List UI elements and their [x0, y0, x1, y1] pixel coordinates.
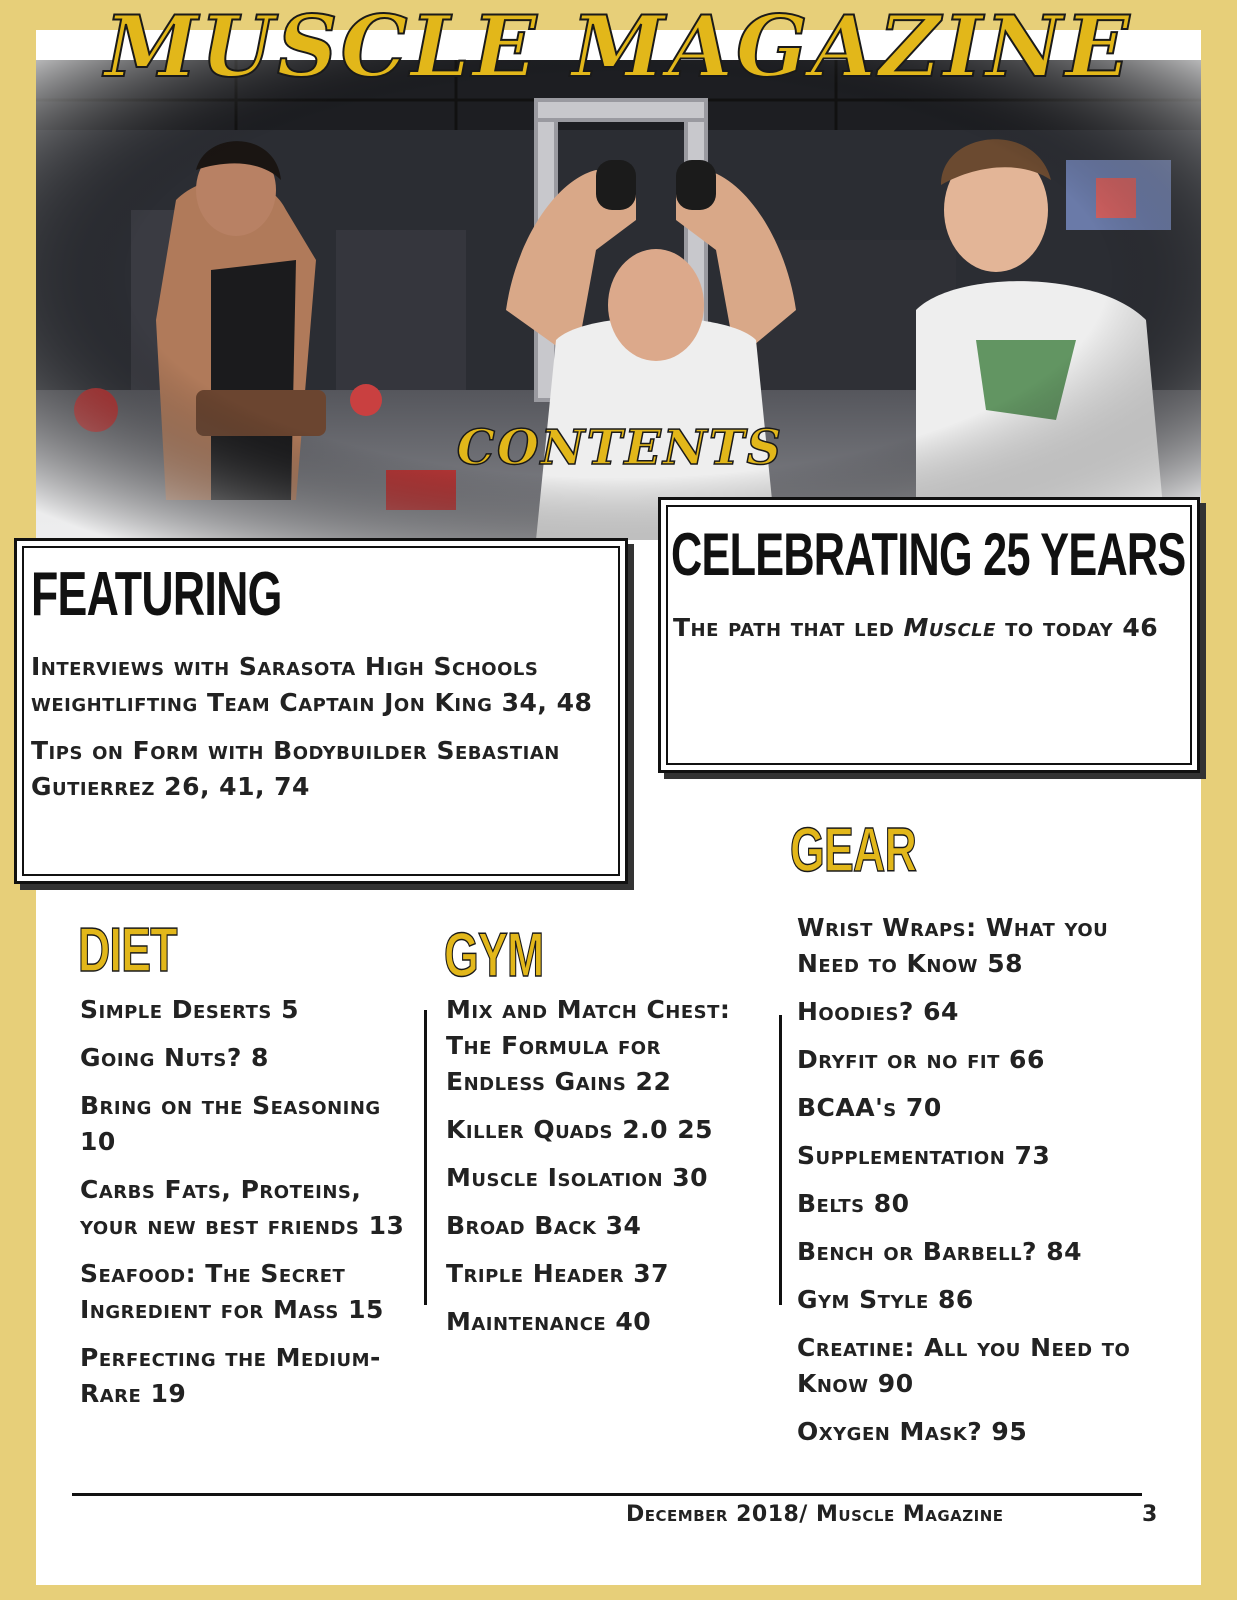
diet-item[interactable]: Bring on the Seasoning 10 [80, 1091, 381, 1156]
gear-item[interactable]: Bench or Barbell? 84 [797, 1237, 1083, 1266]
celebrating-text[interactable] [673, 610, 1173, 646]
gear-item[interactable]: BCAA's 70 [797, 1093, 942, 1122]
column-divider [424, 1010, 427, 1305]
gym-item[interactable]: Broad Back 34 [446, 1211, 642, 1240]
gear-item[interactable]: Wrist Wraps: What you Need to Know 58 [797, 913, 1109, 978]
celebrating-heading: CELEBRATING 25 YEARS [671, 521, 1186, 588]
footer-text: December 2018/ Muscle Magazine [626, 1502, 1004, 1527]
gear-item[interactable]: Dryfit or no fit 66 [797, 1045, 1045, 1074]
gear-item[interactable]: Oxygen Mask? 95 [797, 1417, 1028, 1446]
celebrating-text-before: The path that led [673, 613, 904, 642]
diet-item[interactable]: Seafood: The Secret Ingredient for Mass 15 [80, 1259, 384, 1324]
column-divider [779, 1015, 782, 1305]
celebrating-text-after: to today 46 [995, 613, 1159, 642]
gym-list [446, 992, 766, 1352]
gym-heading: GYM [444, 921, 544, 990]
gym-item[interactable]: Maintenance 40 [446, 1307, 652, 1336]
page-number: 3 [1142, 1502, 1158, 1527]
gym-item[interactable]: Mix and Match Chest: The Formula for Endless Gains 22 [446, 995, 731, 1096]
featuring-list [31, 649, 611, 817]
gear-heading: GEAR [790, 816, 917, 885]
featuring-heading: FEATURING [31, 560, 282, 629]
gear-item[interactable]: Hoodies? 64 [797, 997, 959, 1026]
gear-item[interactable]: Creatine: All you Need to Know 90 [797, 1333, 1131, 1398]
celebrating-box [658, 497, 1200, 773]
diet-item[interactable]: Simple Deserts 5 [80, 995, 299, 1024]
gym-item[interactable]: Triple Header 37 [446, 1259, 670, 1288]
celebrating-text-italic: Muscle [903, 613, 996, 642]
gear-item[interactable]: Gym Style 86 [797, 1285, 974, 1314]
diet-heading: DIET [78, 916, 177, 985]
gear-item[interactable]: Belts 80 [797, 1189, 910, 1218]
diet-item[interactable]: Carbs Fats, Proteins, your new best friends 13 [80, 1175, 405, 1240]
diet-list [80, 992, 420, 1424]
featuring-box [14, 538, 628, 884]
featuring-item[interactable]: Interviews with Sarasota High Schools weightlifting Team Captain Jon King 34, 48 [31, 652, 593, 717]
gym-item[interactable]: Killer Quads 2.0 25 [446, 1115, 714, 1144]
footer-rule [72, 1493, 1142, 1496]
featuring-item[interactable]: Tips on Form with Bodybuilder Sebastian Gutierrez 26, 41, 74 [31, 736, 560, 801]
diet-item[interactable]: Going Nuts? 8 [80, 1043, 269, 1072]
gym-item[interactable]: Muscle Isolation 30 [446, 1163, 709, 1192]
gear-list [797, 910, 1142, 1462]
diet-item[interactable]: Perfecting the Medium-Rare 19 [80, 1343, 381, 1408]
contents-title: CONTENTS [456, 420, 784, 476]
masthead-title: MUSCLE MAGAZINE [104, 0, 1133, 96]
gear-item[interactable]: Supplementation 73 [797, 1141, 1051, 1170]
